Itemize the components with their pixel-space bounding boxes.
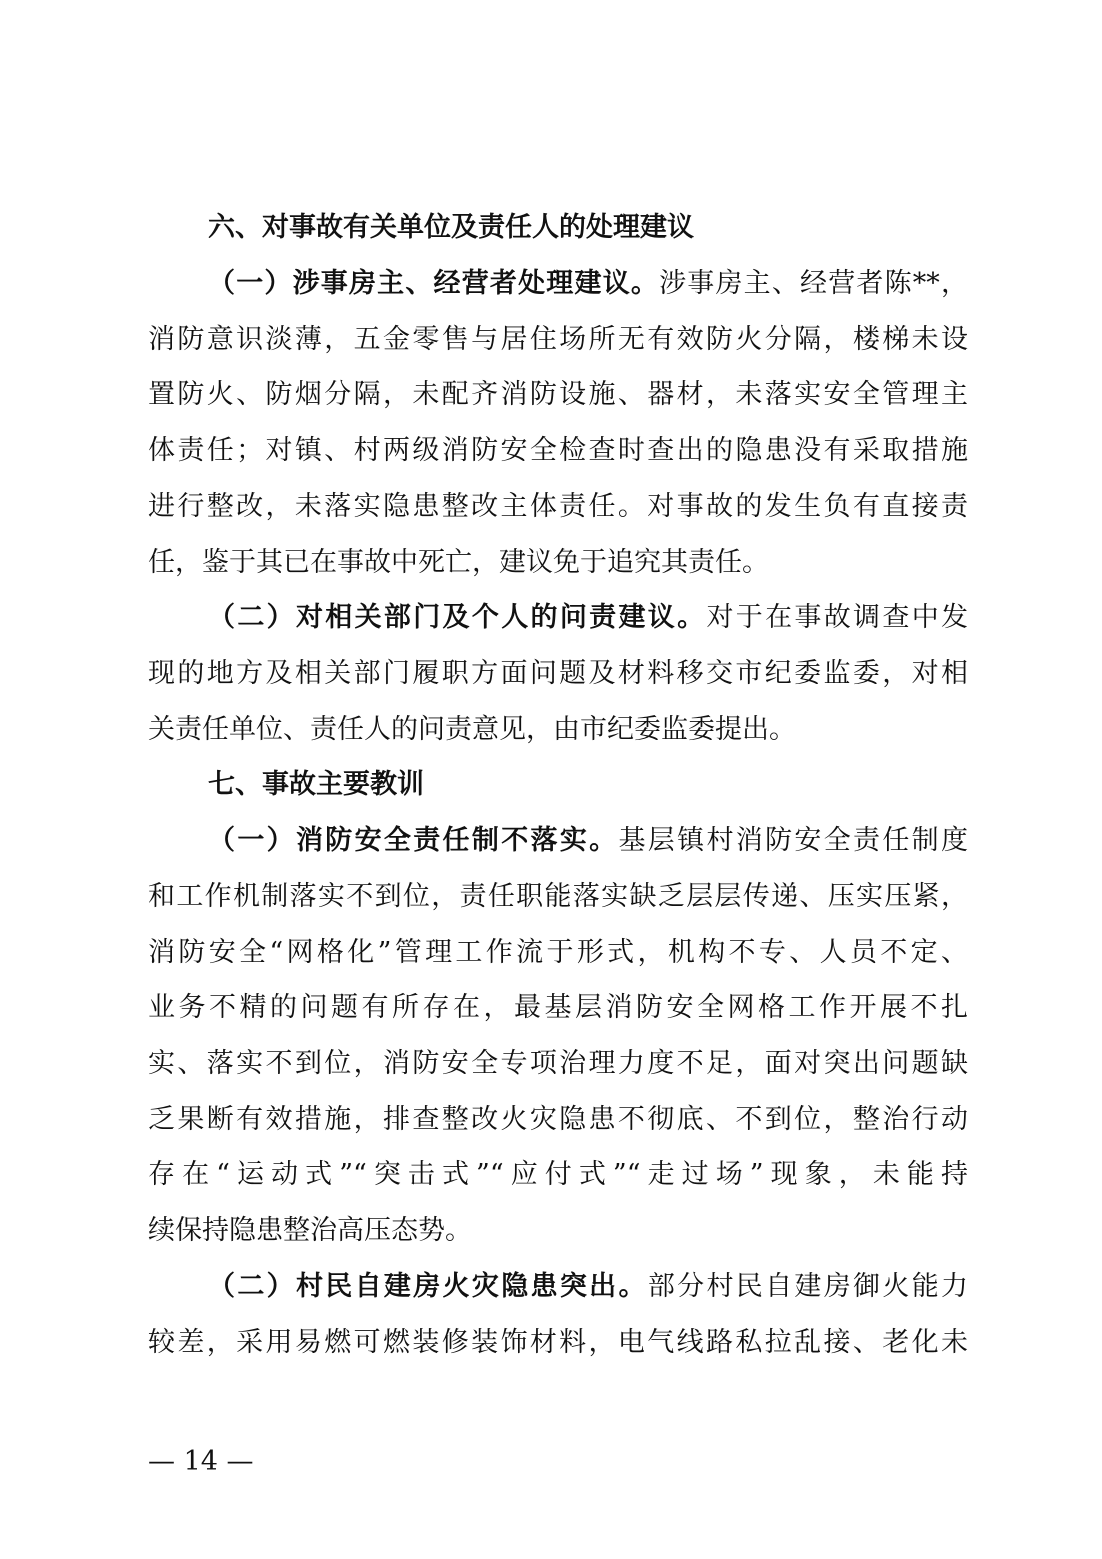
paragraph-7-1-line-3: 消防安全“网格化”管理工作流于形式，机构不专、人员不定、 [148,937,968,968]
section-heading-6: 六、对事故有关单位及责任人的处理建议 [208,212,694,243]
paragraph-6-2-line-1 [208,598,968,638]
paragraph-6-1-text: 涉事房主、经营者陈**， [659,268,969,299]
paragraph-6-1-line-3: 置防火、防烟分隔，未配齐消防设施、器材，未落实安全管理主 [148,379,968,410]
page-number: — 14 — [148,1446,254,1477]
paragraph-7-2-lead: （二）村民自建房火灾隐患突出。 [208,1271,648,1302]
paragraph-7-2-line-1 [208,1267,968,1307]
paragraph-7-1-line-6: 乏果断有效措施，排查整改火灾隐患不彻底、不到位，整治行动 [148,1104,968,1135]
paragraph-6-1-line-1 [208,264,968,304]
paragraph-7-1-lead: （一）消防安全责任制不落实。 [208,825,619,856]
paragraph-6-1-lead: （一）涉事房主、经营者处理建议。 [208,268,660,299]
paragraph-6-2-line-3: 关责任单位、责任人的问责意见，由市纪委监委提出。 [148,714,796,745]
paragraph-6-2-text: 对于在事故调查中发 [706,602,969,633]
paragraph-7-2-text: 部分村民自建房御火能力 [647,1271,969,1302]
paragraph-7-1-line-4: 业务不精的问题有所存在，最基层消防安全网格工作开展不扎 [148,992,968,1023]
paragraph-7-2-line-2: 较差，采用易燃可燃装修装饰材料，电气线路私拉乱接、老化未 [148,1327,968,1358]
paragraph-6-1-line-2: 消防意识淡薄，五金零售与居住场所无有效防火分隔，楼梯未设 [148,324,968,355]
paragraph-7-1-line-1 [208,821,968,861]
paragraph-7-1-line-8: 续保持隐患整治高压态势。 [148,1215,472,1246]
paragraph-6-1-line-6: 任，鉴于其已在事故中死亡，建议免于追究其责任。 [148,547,769,578]
paragraph-6-1-line-4: 体责任；对镇、村两级消防安全检查时查出的隐患没有采取措施 [148,435,968,466]
paragraph-6-2-line-2: 现的地方及相关部门履职方面问题及材料移交市纪委监委，对相 [148,658,968,689]
paragraph-7-1-text: 基层镇村消防安全责任制度 [618,825,969,856]
paragraph-7-1-line-7: 存在“运动式”“突击式”“应付式”“走过场”现象，未能持 [148,1159,968,1190]
paragraph-7-1-line-5: 实、落实不到位，消防安全专项治理力度不足，面对突出问题缺 [148,1048,968,1079]
paragraph-7-1-line-2: 和工作机制落实不到位，责任职能落实缺乏层层传递、压实压紧， [148,881,968,912]
section-heading-7: 七、事故主要教训 [208,769,424,800]
paragraph-6-1-line-5: 进行整改，未落实隐患整改主体责任。对事故的发生负有直接责 [148,491,968,522]
paragraph-6-2-lead: （二）对相关部门及个人的问责建议。 [208,602,707,633]
